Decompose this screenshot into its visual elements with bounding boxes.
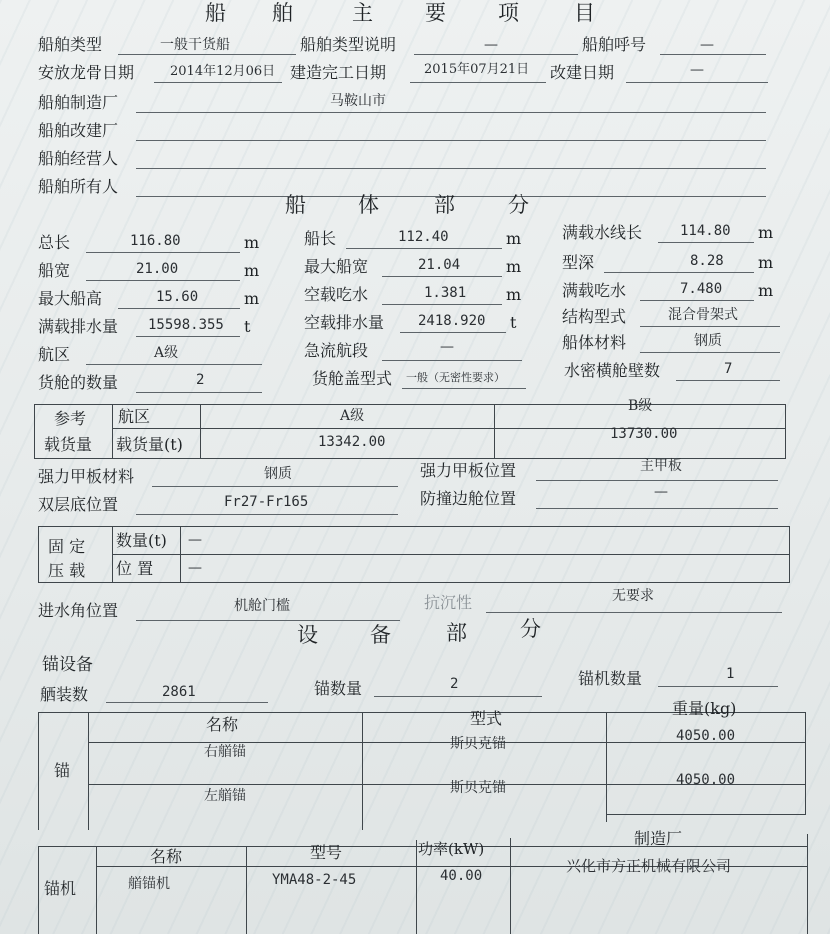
main-title-char: 船 bbox=[205, 1, 226, 25]
full-draft-value: 7.480 bbox=[680, 281, 723, 297]
main-title-char: 目 bbox=[574, 1, 595, 25]
depth-unit: m bbox=[758, 253, 774, 272]
collision-value: — bbox=[654, 484, 668, 500]
equip-title-char: 部 bbox=[446, 621, 467, 645]
equip-title-char: 分 bbox=[520, 617, 541, 641]
anchor-weight-cell: 4050.00 bbox=[676, 772, 736, 788]
light-draft-unit: m bbox=[506, 285, 522, 304]
anchor-weight-header: 重量(kg) bbox=[672, 699, 737, 718]
flooding-label: 进水角位置 bbox=[38, 601, 119, 620]
max-height-value: 15.60 bbox=[156, 289, 199, 305]
deck-material-value: 钢质 bbox=[264, 466, 292, 482]
cargo-area-header: 航区 bbox=[118, 407, 151, 426]
cargo-capacity-header: 载货量(t) bbox=[116, 435, 183, 454]
main-title-char: 舶 bbox=[272, 1, 293, 25]
anchor-name-cell: 左艏锚 bbox=[204, 788, 246, 804]
rapids-value: — bbox=[440, 339, 454, 355]
breadth-label: 船宽 bbox=[38, 261, 71, 280]
windlass-power-header: 功率(kW) bbox=[418, 840, 485, 858]
collision-label: 防撞边舱位置 bbox=[420, 489, 517, 508]
keel-date-label: 安放龙骨日期 bbox=[38, 63, 135, 82]
full-draft-unit: m bbox=[758, 281, 774, 300]
build-date-value: 2015年07月21日 bbox=[424, 62, 530, 77]
grade-a-header: A级 bbox=[340, 408, 365, 424]
breadth-value: 21.00 bbox=[136, 261, 179, 277]
material-label: 船体材料 bbox=[562, 333, 627, 352]
anchor-qty-label: 锚数量 bbox=[314, 679, 363, 698]
ship-type-value: 一般干货船 bbox=[160, 37, 230, 53]
rapids-label: 急流航段 bbox=[304, 341, 369, 360]
light-disp-label: 空载排水量 bbox=[304, 313, 385, 332]
max-breadth-unit: m bbox=[506, 257, 522, 276]
deck-position-value: 主甲板 bbox=[640, 458, 682, 474]
ballast-qty-value: — bbox=[188, 532, 202, 548]
max-height-label: 最大船高 bbox=[38, 289, 103, 308]
anchor-weight-cell: 4050.00 bbox=[676, 728, 736, 744]
call-sign-value: — bbox=[700, 37, 714, 53]
windlass-model-header: 型号 bbox=[310, 843, 343, 862]
equip-number-value: 2861 bbox=[162, 684, 196, 700]
bulkheads-label: 水密横舱壁数 bbox=[564, 361, 661, 380]
full-draft-label: 满载吃水 bbox=[562, 281, 627, 300]
main-title-char: 要 bbox=[425, 1, 446, 25]
double-bottom-label: 双层底位置 bbox=[38, 495, 119, 514]
bulkheads-value: 7 bbox=[724, 361, 733, 377]
ballast-label: 压 载 bbox=[48, 561, 86, 580]
builder-value: 马鞍山市 bbox=[330, 93, 386, 109]
holds-value: 2 bbox=[196, 372, 205, 388]
hull-title-char: 部 bbox=[434, 193, 455, 217]
length-label: 船长 bbox=[304, 229, 337, 248]
length-value: 112.40 bbox=[398, 229, 449, 245]
windlass-power-cell: 40.00 bbox=[440, 868, 483, 884]
light-disp-unit: t bbox=[510, 313, 517, 332]
lwl-value: 114.80 bbox=[680, 223, 731, 239]
deck-position-label: 强力甲板位置 bbox=[420, 461, 517, 480]
builder-label: 船舶制造厂 bbox=[38, 93, 119, 112]
length-unit: m bbox=[506, 229, 522, 248]
full-disp-value: 15598.355 bbox=[148, 317, 224, 333]
rebuild-date-value: — bbox=[690, 62, 704, 78]
capacity-b-value: 13730.00 bbox=[610, 426, 678, 442]
double-bottom-value: Fr27-Fr165 bbox=[224, 494, 309, 510]
anchor-qty-value: 2 bbox=[450, 676, 459, 692]
ship-type-desc-value: — bbox=[484, 37, 498, 53]
ship-type-desc-label: 船舶类型说明 bbox=[300, 35, 397, 54]
main-title-char: 项 bbox=[498, 1, 519, 25]
breadth-unit: m bbox=[244, 261, 260, 280]
anchor-type-cell: 斯贝克锚 bbox=[450, 780, 506, 796]
windlass-side-label: 锚机 bbox=[44, 879, 77, 898]
hull-title-char: 分 bbox=[508, 193, 529, 217]
area-label: 航区 bbox=[38, 345, 71, 364]
build-date-label: 建造完工日期 bbox=[290, 63, 387, 82]
capacity-a-value: 13342.00 bbox=[318, 434, 386, 450]
anchor-section-label: 锚设备 bbox=[42, 655, 93, 675]
equip-number-label: 舾装数 bbox=[40, 685, 89, 704]
structure-label: 结构型式 bbox=[562, 307, 627, 326]
deck-material-label: 强力甲板材料 bbox=[38, 467, 135, 486]
ref-label: 参考 bbox=[54, 409, 87, 428]
hatch-label: 货舱盖型式 bbox=[312, 369, 393, 388]
equip-title-char: 设 bbox=[297, 623, 318, 647]
anchor-side-label: 锚 bbox=[54, 761, 71, 780]
windlass-maker-cell: 兴化市方正机械有限公司 bbox=[566, 857, 732, 875]
anchor-type-cell: 斯贝克锚 bbox=[450, 736, 506, 752]
fixed-label: 固 定 bbox=[48, 537, 86, 556]
area-value: A级 bbox=[154, 345, 179, 361]
keel-date-value: 2014年12月06日 bbox=[170, 64, 276, 79]
ballast-pos-value: — bbox=[188, 560, 202, 576]
call-sign-label: 船舶呼号 bbox=[582, 35, 647, 54]
structure-value: 混合骨架式 bbox=[668, 307, 738, 323]
full-disp-unit: t bbox=[244, 317, 251, 336]
hatch-value: 一般（无密性要求） bbox=[406, 371, 505, 384]
anchor-name-header: 名称 bbox=[206, 715, 239, 734]
light-draft-label: 空载吃水 bbox=[304, 285, 369, 304]
holds-label: 货舱的数量 bbox=[38, 373, 119, 392]
depth-value: 8.28 bbox=[690, 253, 724, 269]
max-height-unit: m bbox=[244, 289, 260, 308]
rebuild-date-label: 改建日期 bbox=[550, 63, 615, 82]
ballast-pos-header: 位 置 bbox=[116, 559, 154, 578]
hull-title-char: 船 bbox=[285, 193, 306, 217]
windlass-qty-value: 1 bbox=[726, 666, 735, 682]
windlass-qty-label: 锚机数量 bbox=[578, 669, 643, 688]
ref-capacity-label: 载货量 bbox=[44, 435, 93, 454]
unsinkability-label: 抗沉性 bbox=[424, 593, 473, 612]
loa-unit: m bbox=[244, 233, 260, 252]
full-disp-label: 满载排水量 bbox=[38, 317, 119, 336]
owner-label: 船舶所有人 bbox=[38, 177, 119, 196]
windlass-model-cell: YMA48-2-45 bbox=[272, 872, 357, 888]
light-draft-value: 1.381 bbox=[424, 285, 467, 301]
hull-title-char: 体 bbox=[358, 193, 379, 217]
unsinkability-value: 无要求 bbox=[612, 588, 654, 604]
flooding-value: 机舱门槛 bbox=[234, 598, 290, 614]
loa-label: 总长 bbox=[38, 233, 71, 252]
windlass-name-header: 名称 bbox=[150, 847, 183, 866]
windlass-name-cell: 艏锚机 bbox=[128, 876, 170, 892]
equip-title-char: 备 bbox=[370, 623, 391, 647]
rebuilder-label: 船舶改建厂 bbox=[38, 121, 119, 140]
material-value: 钢质 bbox=[694, 333, 722, 349]
operator-label: 船舶经营人 bbox=[38, 149, 119, 168]
depth-label: 型深 bbox=[562, 253, 595, 272]
main-title-char: 主 bbox=[352, 1, 373, 25]
windlass-maker-header: 制造厂 bbox=[634, 829, 683, 848]
light-disp-value: 2418.920 bbox=[418, 313, 486, 329]
anchor-name-cell: 右艏锚 bbox=[204, 744, 246, 760]
lwl-unit: m bbox=[758, 223, 774, 242]
loa-value: 116.80 bbox=[130, 233, 181, 249]
max-breadth-value: 21.04 bbox=[418, 257, 461, 273]
ballast-qty-header: 数量(t) bbox=[116, 531, 167, 550]
max-breadth-label: 最大船宽 bbox=[304, 257, 369, 276]
grade-b-header: B级 bbox=[628, 398, 653, 414]
anchor-type-header: 型式 bbox=[470, 709, 503, 728]
ship-type-label: 船舶类型 bbox=[38, 35, 103, 54]
lwl-label: 满载水线长 bbox=[562, 223, 643, 242]
